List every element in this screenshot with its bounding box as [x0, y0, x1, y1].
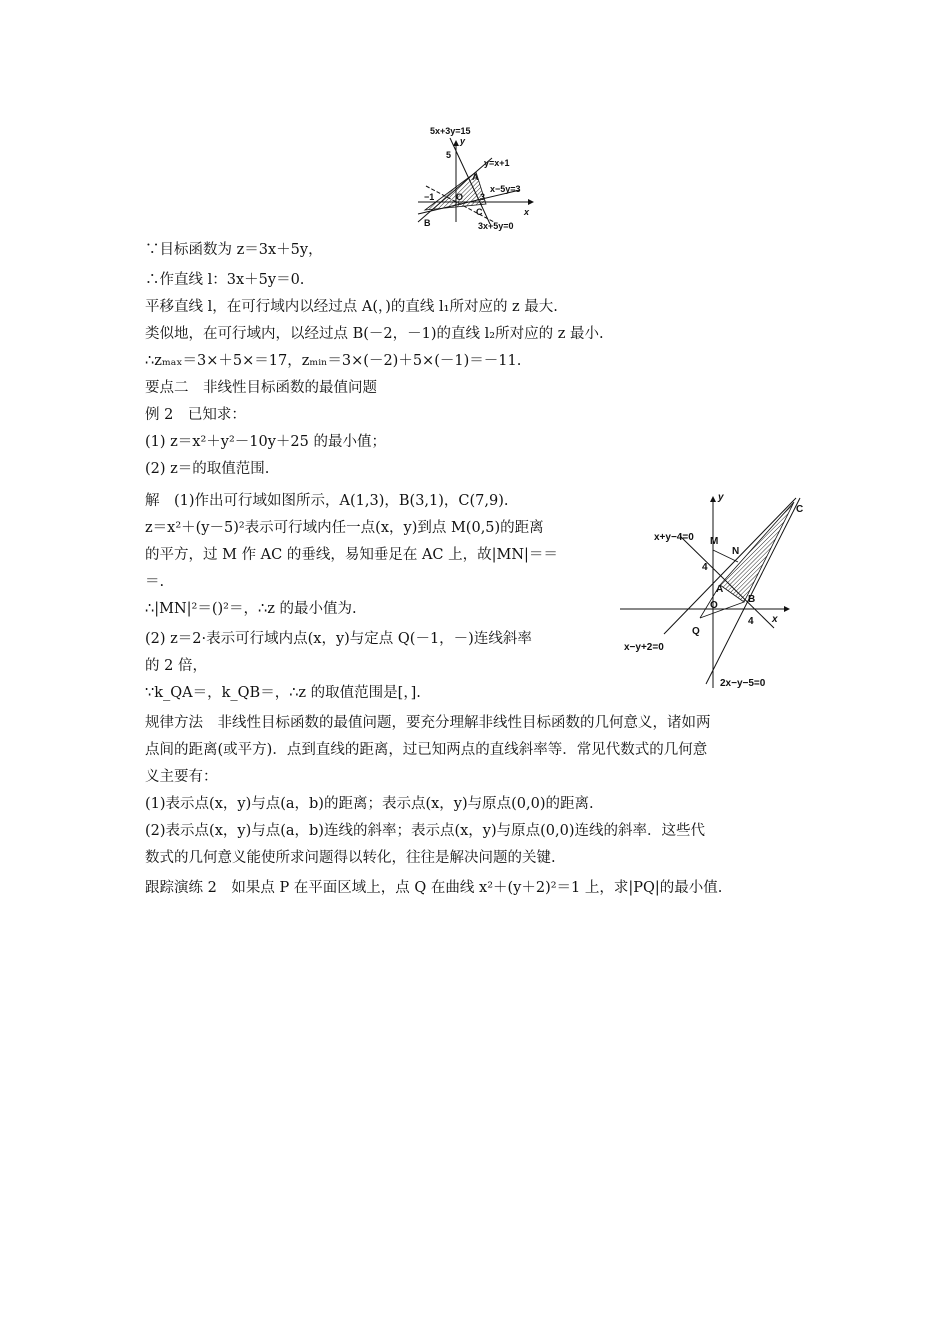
text-line-5: ∴zₘₐₓ＝3×＋5×＝17，zₘᵢₙ＝3×(－2)＋5×(－1)＝－11.: [145, 353, 522, 369]
y-axis-arrow: [710, 496, 716, 502]
text-line-1: ∵目标函数为 z＝3x＋5y，: [145, 242, 323, 258]
text-line-11: z＝x²＋(y－5)²表示可行域内任一点(x，y)到点 M(0,5)的距离: [145, 520, 544, 536]
label-five: 5: [446, 150, 452, 160]
text-line-4: 类似地，在可行域内，以经过点 B(－2，－1)的直线 l₂所对应的 z 最小.: [145, 326, 604, 342]
label-point-c: C: [476, 207, 483, 217]
x-axis-arrow: [784, 606, 790, 612]
label-x-y-2-0: x−y+2=0: [624, 642, 664, 653]
label-y-axis: y: [460, 136, 466, 146]
label-5x-3y-15: 5x+3y=15: [430, 126, 471, 136]
method-line-5: (2)表示点(x，y)与点(a，b)连线的斜率；表示点(x，y)与原点(0,0)连线的斜率．这些代: [145, 823, 706, 839]
label-2x-y-5-0: 2x−y−5=0: [720, 678, 766, 689]
label-four-x: 4: [748, 616, 754, 627]
figure-2-feasible-region: [614, 488, 814, 692]
label-point-b: B: [748, 594, 756, 605]
exercise-2: 跟踪演练 2 如果点 P 在平面区域上，点 Q 在曲线 x²＋(y＋2)²＝1 上，求|PQ|的最小值.: [145, 880, 723, 896]
label-neg-one: −1: [424, 192, 435, 202]
label-y-axis: y: [718, 492, 724, 503]
line-q-to-b: [700, 602, 744, 618]
text-line-14: ∴|MN|²＝()²＝，∴z 的最小值为.: [145, 601, 357, 617]
text-line-2: ∴作直线 l：3x＋5y＝0.: [145, 272, 305, 288]
label-3x-5y-0: 3x+5y=0: [478, 221, 514, 231]
text-line-9: (2) z＝的取值范围.: [145, 461, 270, 477]
label-point-b: B: [424, 218, 431, 228]
label-origin: O: [710, 600, 718, 611]
label-x-axis: x: [772, 614, 778, 625]
text-line-12: 的平方，过 M 作 AC 的垂线，易知垂足在 AC 上，故|MN|＝＝: [145, 547, 558, 563]
text-line-17: ∵k_QA＝，k_QB＝，∴z 的取值范围是[，].: [145, 685, 421, 701]
text-line-16: 的 2 倍，: [145, 658, 207, 674]
label-point-q: Q: [692, 626, 700, 637]
text-line-8: (1) z＝x²＋y²－10y＋25 的最小值；: [145, 434, 386, 450]
label-x-y-4-0: x+y−4=0: [654, 532, 694, 543]
label-x-5y-3: x−5y=3: [490, 184, 521, 194]
label-four-y: 4: [702, 562, 708, 573]
x-axis-arrow: [528, 199, 534, 205]
label-point-m: M: [710, 536, 719, 547]
figure-1-feasible-region: [410, 122, 540, 234]
label-point-a: A: [716, 584, 724, 595]
method-line-3: 义主要有：: [145, 769, 218, 785]
y-axis-arrow: [453, 140, 459, 146]
example-2-title: 例 2 已知求：: [145, 407, 246, 423]
method-line-1: 规律方法 非线性目标函数的最值问题，要充分理解非线性目标函数的几何意义，诸如两: [145, 715, 711, 731]
label-point-c: C: [796, 504, 804, 515]
text-line-3: 平移直线 l，在可行域内以经过点 A(，)的直线 l₁所对应的 z 最大.: [145, 299, 558, 315]
method-line-6: 数式的几何意义能使所求问题得以转化，往往是解决问题的关键.: [145, 850, 556, 866]
method-line-2: 点间的距离(或平方)．点到直线的距离，过已知两点的直线斜率等．常见代数式的几何意: [145, 742, 708, 758]
label-point-a: A: [472, 172, 479, 182]
label-point-n: N: [732, 546, 740, 557]
text-line-10: 解 (1)作出可行域如图所示，A(1,3)，B(3,1)，C(7,9).: [145, 493, 509, 509]
label-three: 3: [480, 192, 486, 202]
method-line-4: (1)表示点(x，y)与点(a，b)的距离；表示点(x，y)与原点(0,0)的距离.: [145, 796, 594, 812]
label-x-axis: x: [524, 207, 530, 217]
label-origin: O: [456, 192, 464, 202]
text-line-15: (2) z＝2·表示可行域内点(x，y)与定点 Q(－1，－)连线斜率: [145, 631, 532, 647]
text-line-13: ＝.: [145, 574, 165, 590]
label-y-x-1: y=x+1: [484, 158, 510, 168]
section-heading-2: 要点二 非线性目标函数的最值问题: [145, 380, 377, 396]
